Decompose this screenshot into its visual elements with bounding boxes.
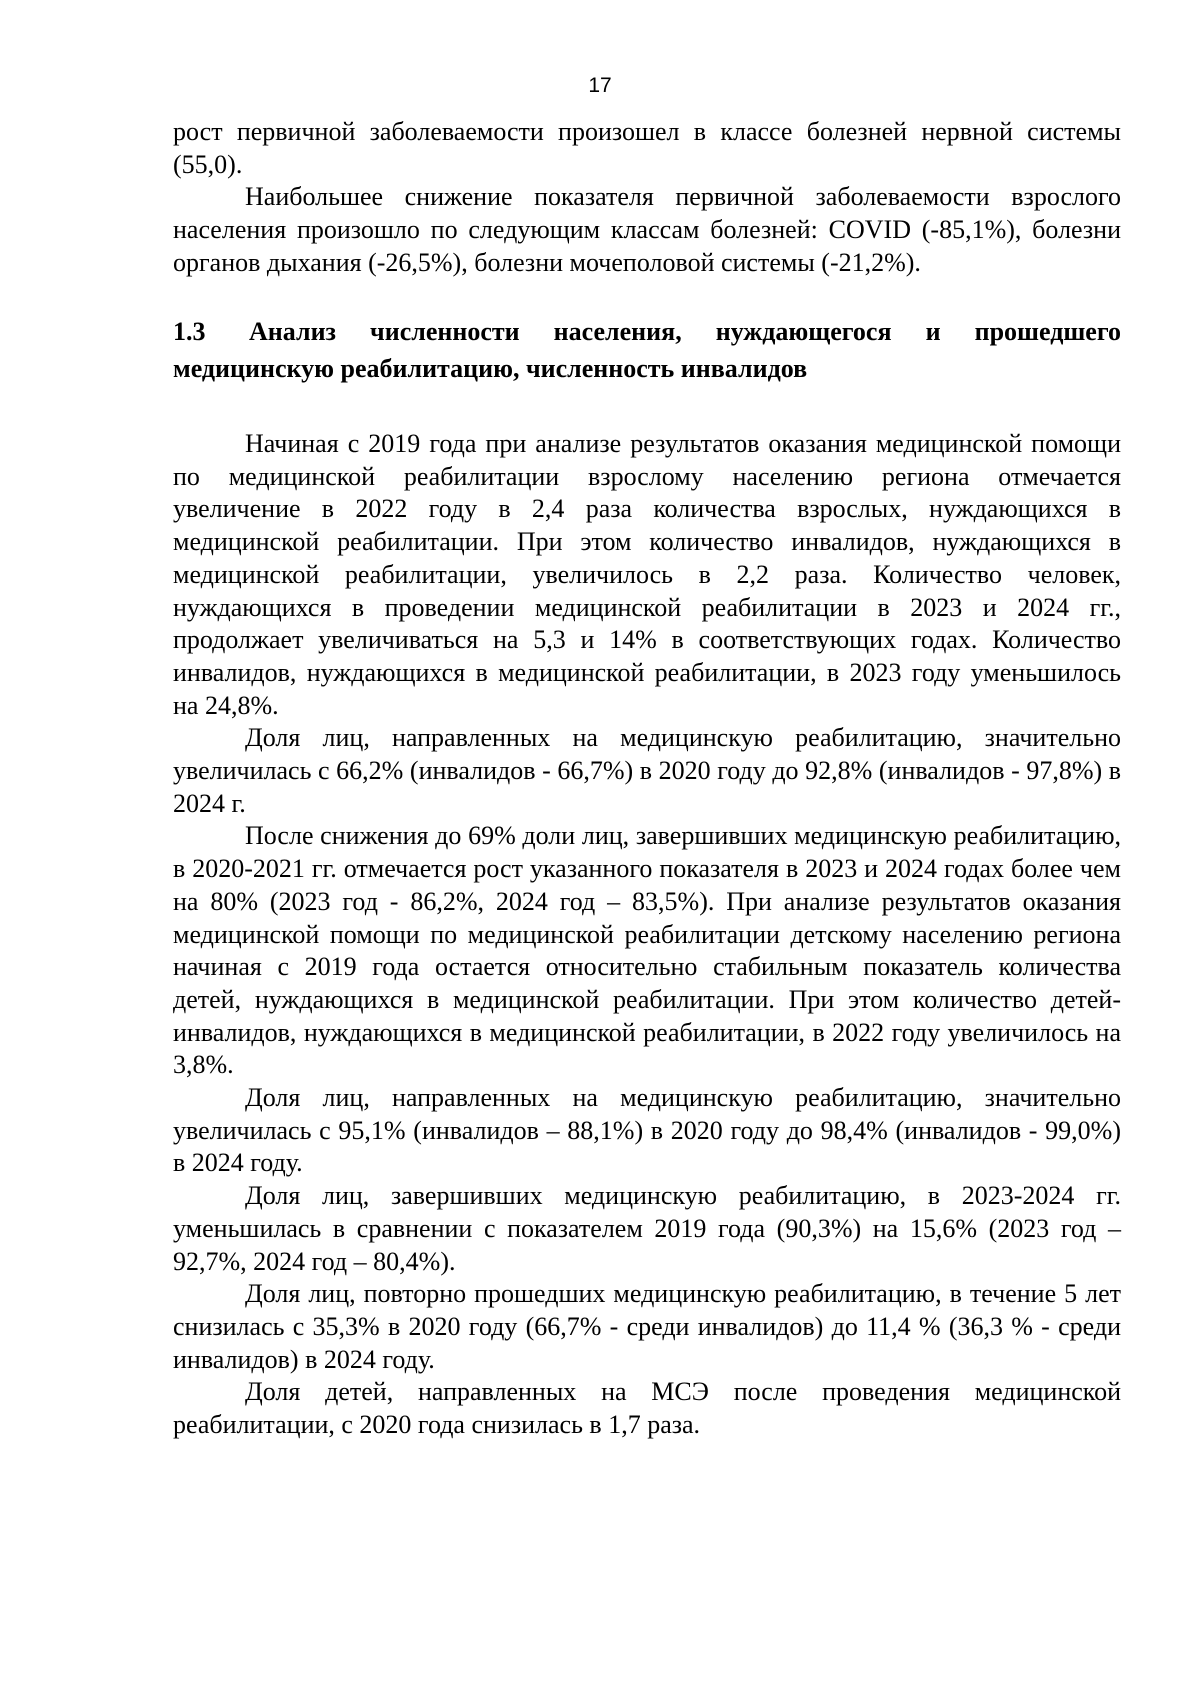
- section-heading: [173, 313, 1121, 387]
- paragraph: Доля лиц, повторно прошедших медицинскую реабилитацию, в течение 5 лет снизилась с 35,3% в 2020 году (66,7% - среди инвалидов) до 11,4 % (36,3 % - среди инвалидов) в 2024 году.: [173, 1279, 1121, 1374]
- paragraph: Доля лиц, направленных на медицинскую реабилитацию, значительно увеличилась с 66,2% (инвалидов - 66,7%) в 2020 году до 92,8% (инвалидов - 97,8%) в 2024 г.: [173, 723, 1121, 818]
- page-number: 17: [588, 74, 612, 97]
- section-body: [173, 428, 1121, 1442]
- paragraph: Доля детей, направленных на МСЭ после проведения медицинской реабилитации, с 2020 года снизилась в 1,7 раза.: [173, 1377, 1121, 1440]
- paragraph: Наибольшее снижение показателя первичной заболеваемости взрослого населения произошло по следующим классам болезней: COVID (-85,1%), болезни органов дыхания (-26,5%), болезни мочеполовой системы (-21,2%).: [173, 182, 1121, 277]
- paragraph: Начиная с 2019 года при анализе результатов оказания медицинской помощи по медицинской реабилитации взрослому населению региона отмечается увеличение в 2022 году в 2,4 раза количества взрослых, нуждающихся в медицинской реабилитации. При этом количество инвалидов, нуждающихся в медицинской реабилитации, увеличилось в 2,2 раза. Количество человек, нуждающихся в проведении медицинской реабилитации в 2023 и 2024 гг., продолжает увеличиваться на 5,3 и 14% в соответствующих годах. Количество инвалидов, нуждающихся в медицинской реабилитации, в 2023 году уменьшилось на 24,8%.: [173, 429, 1121, 720]
- paragraph: рост первичной заболеваемости произошел в классе болезней нервной системы (55,0).: [173, 117, 1121, 179]
- section-number: 1.3: [173, 317, 206, 346]
- section-title: Анализ численности населения, нуждающегося и прошедшего медицинскую реабилитацию, численность инвалидов: [173, 317, 1121, 383]
- paragraph: Доля лиц, направленных на медицинскую реабилитацию, значительно увеличилась с 95,1% (инвалидов – 88,1%) в 2020 году до 98,4% (инвалидов - 99,0%) в 2024 году.: [173, 1083, 1121, 1178]
- paragraph: После снижения до 69% доли лиц, завершивших медицинскую реабилитацию, в 2020-2021 гг. отмечается рост указанного показателя в 2023 и 2024 годах более чем на 80% (2023 год - 86,2%, 2024 год – 83,5%). При анализе результатов оказания медицинской помощи по медицинской реабилитации детскому населению региона начиная с 2019 года остается относительно стабильным показатель количества детей, нуждающихся в медицинской реабилитации. При этом количество детей-инвалидов, нуждающихся в медицинской реабилитации, в 2022 году увеличилось на 3,8%.: [173, 821, 1121, 1080]
- intro-text: [173, 116, 1121, 280]
- paragraph: Доля лиц, завершивших медицинскую реабилитацию, в 2023-2024 гг. уменьшилась в сравнении с показателем 2019 года (90,3%) на 15,6% (2023 год – 92,7%, 2024 год – 80,4%).: [173, 1181, 1121, 1276]
